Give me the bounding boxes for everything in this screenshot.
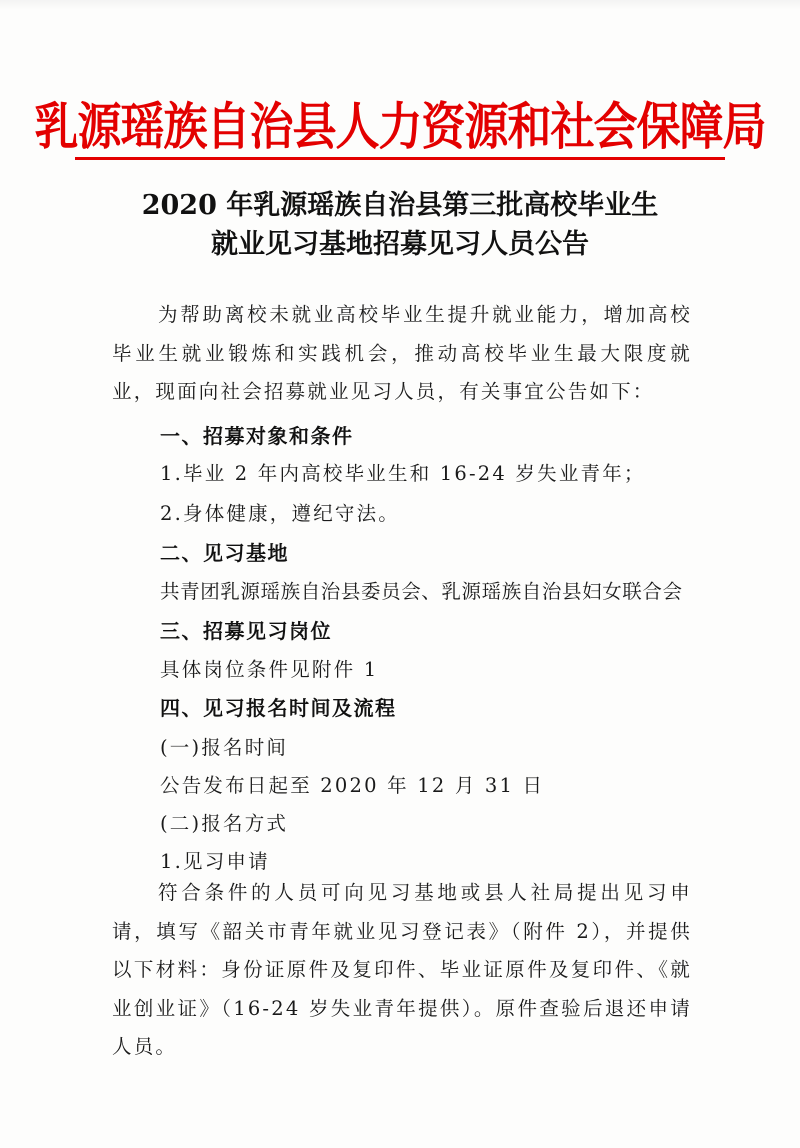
section-1-heading: 一、招募对象和条件 — [160, 424, 354, 448]
section-3-heading: 三、招募见习岗位 — [160, 619, 332, 643]
section-2-text: 共青团乳源瑶族自治县委员会、乳源瑶族自治县妇女联合会 — [160, 580, 683, 603]
section-1-item-1: 1.毕业 2 年内高校毕业生和 16-24 岁失业青年； — [160, 462, 646, 485]
section-4-heading: 四、见习报名时间及流程 — [160, 696, 397, 720]
section-4-item-1-label: 1.见习申请 — [160, 850, 270, 873]
intro-paragraph: 为帮助离校未就业高校毕业生提升就业能力，增加高校毕业生就业锻炼和实践机会，推动高校毕业生最大限度就业，现面向社会招募就业见习人员，有关事宜公告如下： — [112, 303, 692, 403]
section-4-subheading-1: (一)报名时间 — [160, 736, 289, 759]
document-title-line-2: 就业见习基地招募见习人员公告 — [211, 229, 589, 260]
section-2-heading: 二、见习基地 — [160, 541, 289, 565]
section-1-item-2: 2.身体健康，遵纪守法。 — [160, 502, 401, 525]
section-4-subheading-2: (二)报名方式 — [160, 812, 289, 835]
letterhead-org-name: 乳源瑶族自治县人力资源和社会保障局 — [34, 97, 766, 157]
letterhead-red-rule — [75, 157, 725, 160]
document-title-line-1: 2020 年乳源瑶族自治县第三批高校毕业生 — [141, 190, 659, 221]
section-4-item-1-text: 符合条件的人员可向见习基地或县人社局提出见习申请，填写《韶关市青年就业见习登记表》（附件 2），并提供以下材料：身份证原件及复印件、毕业证原件及复印件、《就业创业证》（16-24 岁失业青年提供）。原件查验后退还申请人员。 — [112, 881, 692, 1058]
section-3-text: 具体岗位条件见附件 1 — [160, 658, 379, 681]
scan-edge — [0, 0, 800, 10]
section-4-registration-period: 公告发布日起至 2020 年 12 月 31 日 — [160, 774, 545, 797]
